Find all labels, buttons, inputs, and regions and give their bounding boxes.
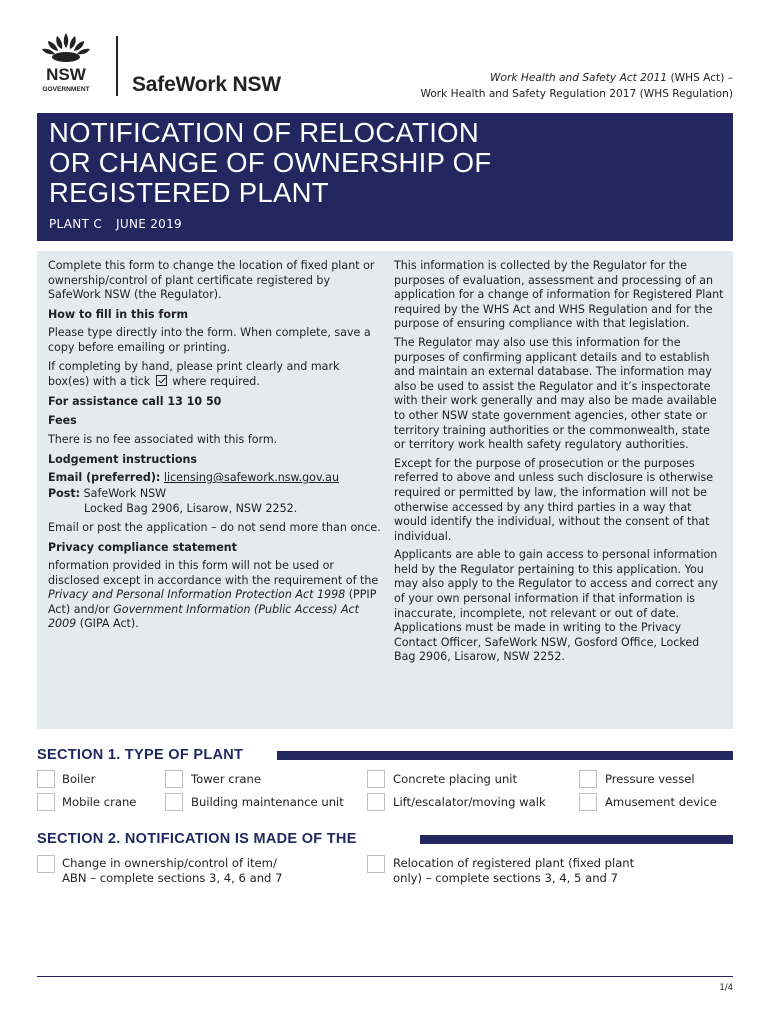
section-1-title: SECTION 1. TYPE OF PLANT xyxy=(37,747,247,763)
checkbox-concrete-placing-unit[interactable] xyxy=(367,770,385,788)
option-label: Concrete placing unit xyxy=(393,772,518,786)
gipa-act-name: Government Information (Public Access) Act 2009 xyxy=(48,602,359,631)
checkbox-boiler[interactable] xyxy=(37,770,55,788)
section-rule xyxy=(420,835,733,844)
option-label xyxy=(62,856,282,886)
post-line: SafeWork NSW xyxy=(83,486,167,500)
section-2-heading xyxy=(37,831,733,849)
info-right-column xyxy=(394,259,724,669)
lodgement-post xyxy=(48,487,384,502)
lodgement-email xyxy=(48,471,384,486)
option-label: Boiler xyxy=(62,772,96,786)
act-name: Work Health and Safety Act 2011 xyxy=(490,72,668,84)
regulation-name: Work Health and Safety Regulation 2017 (WHS Regulation) xyxy=(420,88,733,100)
option-label: Pressure vessel xyxy=(605,772,695,786)
title-banner xyxy=(37,113,733,241)
hand-text-part: where required. xyxy=(172,375,260,389)
form-title-line: NOTIFICATION OF RELOCATION xyxy=(49,117,479,148)
how-to-fill-heading: How to fill in this form xyxy=(48,307,189,321)
email-label: Email (preferred): xyxy=(48,471,161,485)
logo-divider xyxy=(116,36,118,96)
page-number: 1/4 xyxy=(719,983,733,993)
nsw-government-logo xyxy=(33,30,99,96)
send-once-text: Email or post the application – do not send more than once. xyxy=(48,520,381,534)
option-label xyxy=(393,856,634,886)
info-panel xyxy=(37,251,733,729)
brand-name: SafeWork NSW xyxy=(132,73,281,96)
checkbox-mobile-crane[interactable] xyxy=(37,793,55,811)
svg-text:GOVERNMENT: GOVERNMENT xyxy=(42,86,90,93)
tick-box-icon xyxy=(156,375,167,386)
act-abbrev: (WHS Act) – xyxy=(667,72,733,84)
checkbox-lift-escalator[interactable] xyxy=(367,793,385,811)
form-code: PLANT C xyxy=(49,217,103,231)
option-label: Mobile crane xyxy=(62,795,137,809)
checkbox-tower-crane[interactable] xyxy=(165,770,183,788)
fees-text: There is no fee associated with this form. xyxy=(48,432,278,446)
post-address: Locked Bag 2906, Lisarow, NSW 2252. xyxy=(84,502,298,516)
form-title-line: OR CHANGE OF OWNERSHIP OF xyxy=(49,147,492,178)
svg-text:NSW: NSW xyxy=(46,65,86,84)
option-label: Lift/escalator/moving walk xyxy=(393,795,546,809)
privacy-act-name: Privacy and Personal Information Protection Act 1998 xyxy=(48,588,346,602)
privacy-part: (PPIP Act) and/or xyxy=(48,588,377,616)
option-label: Tower crane xyxy=(191,772,261,786)
option-line: Change in ownership/control of item/ xyxy=(62,856,277,870)
footer-rule xyxy=(37,976,733,977)
privacy-text xyxy=(48,559,384,632)
lodgement-heading: Lodgement instructions xyxy=(48,452,198,466)
checkbox-change-ownership[interactable] xyxy=(37,855,55,873)
option-label: Building maintenance unit xyxy=(191,795,344,809)
access-text: Applicants are able to gain access to personal information held by the Regulator pertaining to this application. You may also apply to the Regulator to access and correct any of your own personal information if that information is inaccurate, incomplete, not relevant or out of date. Applications must be made in writing to the Privacy Contact Officer, SafeWork NSW, Gosford Office, Locked Bag 2906, Lisarow, NSW 2252. xyxy=(394,548,719,664)
form-date: JUNE 2019 xyxy=(116,217,182,231)
hand-text-part: If completing by hand, please print clearly and mark box(es) with a tick xyxy=(48,359,340,389)
form-subtitle xyxy=(49,217,182,231)
fees-heading: Fees xyxy=(48,414,77,428)
hand-complete-text xyxy=(48,360,384,390)
legislation-reference xyxy=(420,70,733,102)
option-label: Amusement device xyxy=(605,795,717,809)
option-line: Relocation of registered plant (fixed plant xyxy=(393,856,635,870)
privacy-heading: Privacy compliance statement xyxy=(48,540,237,554)
checkbox-building-maintenance-unit[interactable] xyxy=(165,793,183,811)
option-line: ABN – complete sections 3, 4, 6 and 7 xyxy=(62,871,283,885)
post-label: Post: xyxy=(48,486,81,500)
info-left-column xyxy=(48,259,384,636)
assistance-phone: For assistance call 13 10 50 xyxy=(48,394,222,408)
intro-text: Complete this form to change the location of fixed plant or ownership/control of plant certificate registered by SafeWork NSW (the Regulator). xyxy=(48,259,375,302)
section-rule xyxy=(277,751,733,760)
email-link[interactable]: licensing@safework.nsw.gov.au xyxy=(163,471,340,485)
form-title xyxy=(49,118,491,208)
checkbox-amusement-device[interactable] xyxy=(579,793,597,811)
privacy-part: nformation provided in this form will not be used or disclosed except in accordance with the requirement of the xyxy=(48,559,379,587)
how-to-fill-text: Please type directly into the form. When complete, save a copy before emailing or printing. xyxy=(48,326,371,354)
privacy-part: (GIPA Act). xyxy=(76,617,139,631)
section-2-title: SECTION 2. NOTIFICATION IS MADE OF THE xyxy=(37,831,361,847)
option-line: only) – complete sections 3, 4, 5 and 7 xyxy=(393,871,618,885)
checkbox-relocation[interactable] xyxy=(367,855,385,873)
section-1-heading xyxy=(37,747,733,765)
checkbox-pressure-vessel[interactable] xyxy=(579,770,597,788)
disclosure-text: Except for the purpose of prosecution or the purposes referred to above and unless such disclosure is otherwise required or permitted by law, the information will not be otherwise accessed by any third parties in a way that would identify the individual, without the consent of that individual. xyxy=(394,456,714,543)
form-title-line: REGISTERED PLANT xyxy=(49,177,329,208)
collection-text: This information is collected by the Regulator for the purposes of evaluation, assessment and processing of an application for a change of information for Registered Plant required by the WHS Act and WHS Regulation and for the purpose of ensuring compliance with that legislation. xyxy=(394,259,724,331)
use-text: The Regulator may also use this information for the purposes of confirming applicant details and to establish and maintain an external database. The information may also be used to assist the Regulator and it’s inspectorate with their work generally and may also be made available to other NSW state government agencies, other state or territory training authorities or the commonwealth, state or territory work health safety regulatory authorities. xyxy=(394,335,717,452)
